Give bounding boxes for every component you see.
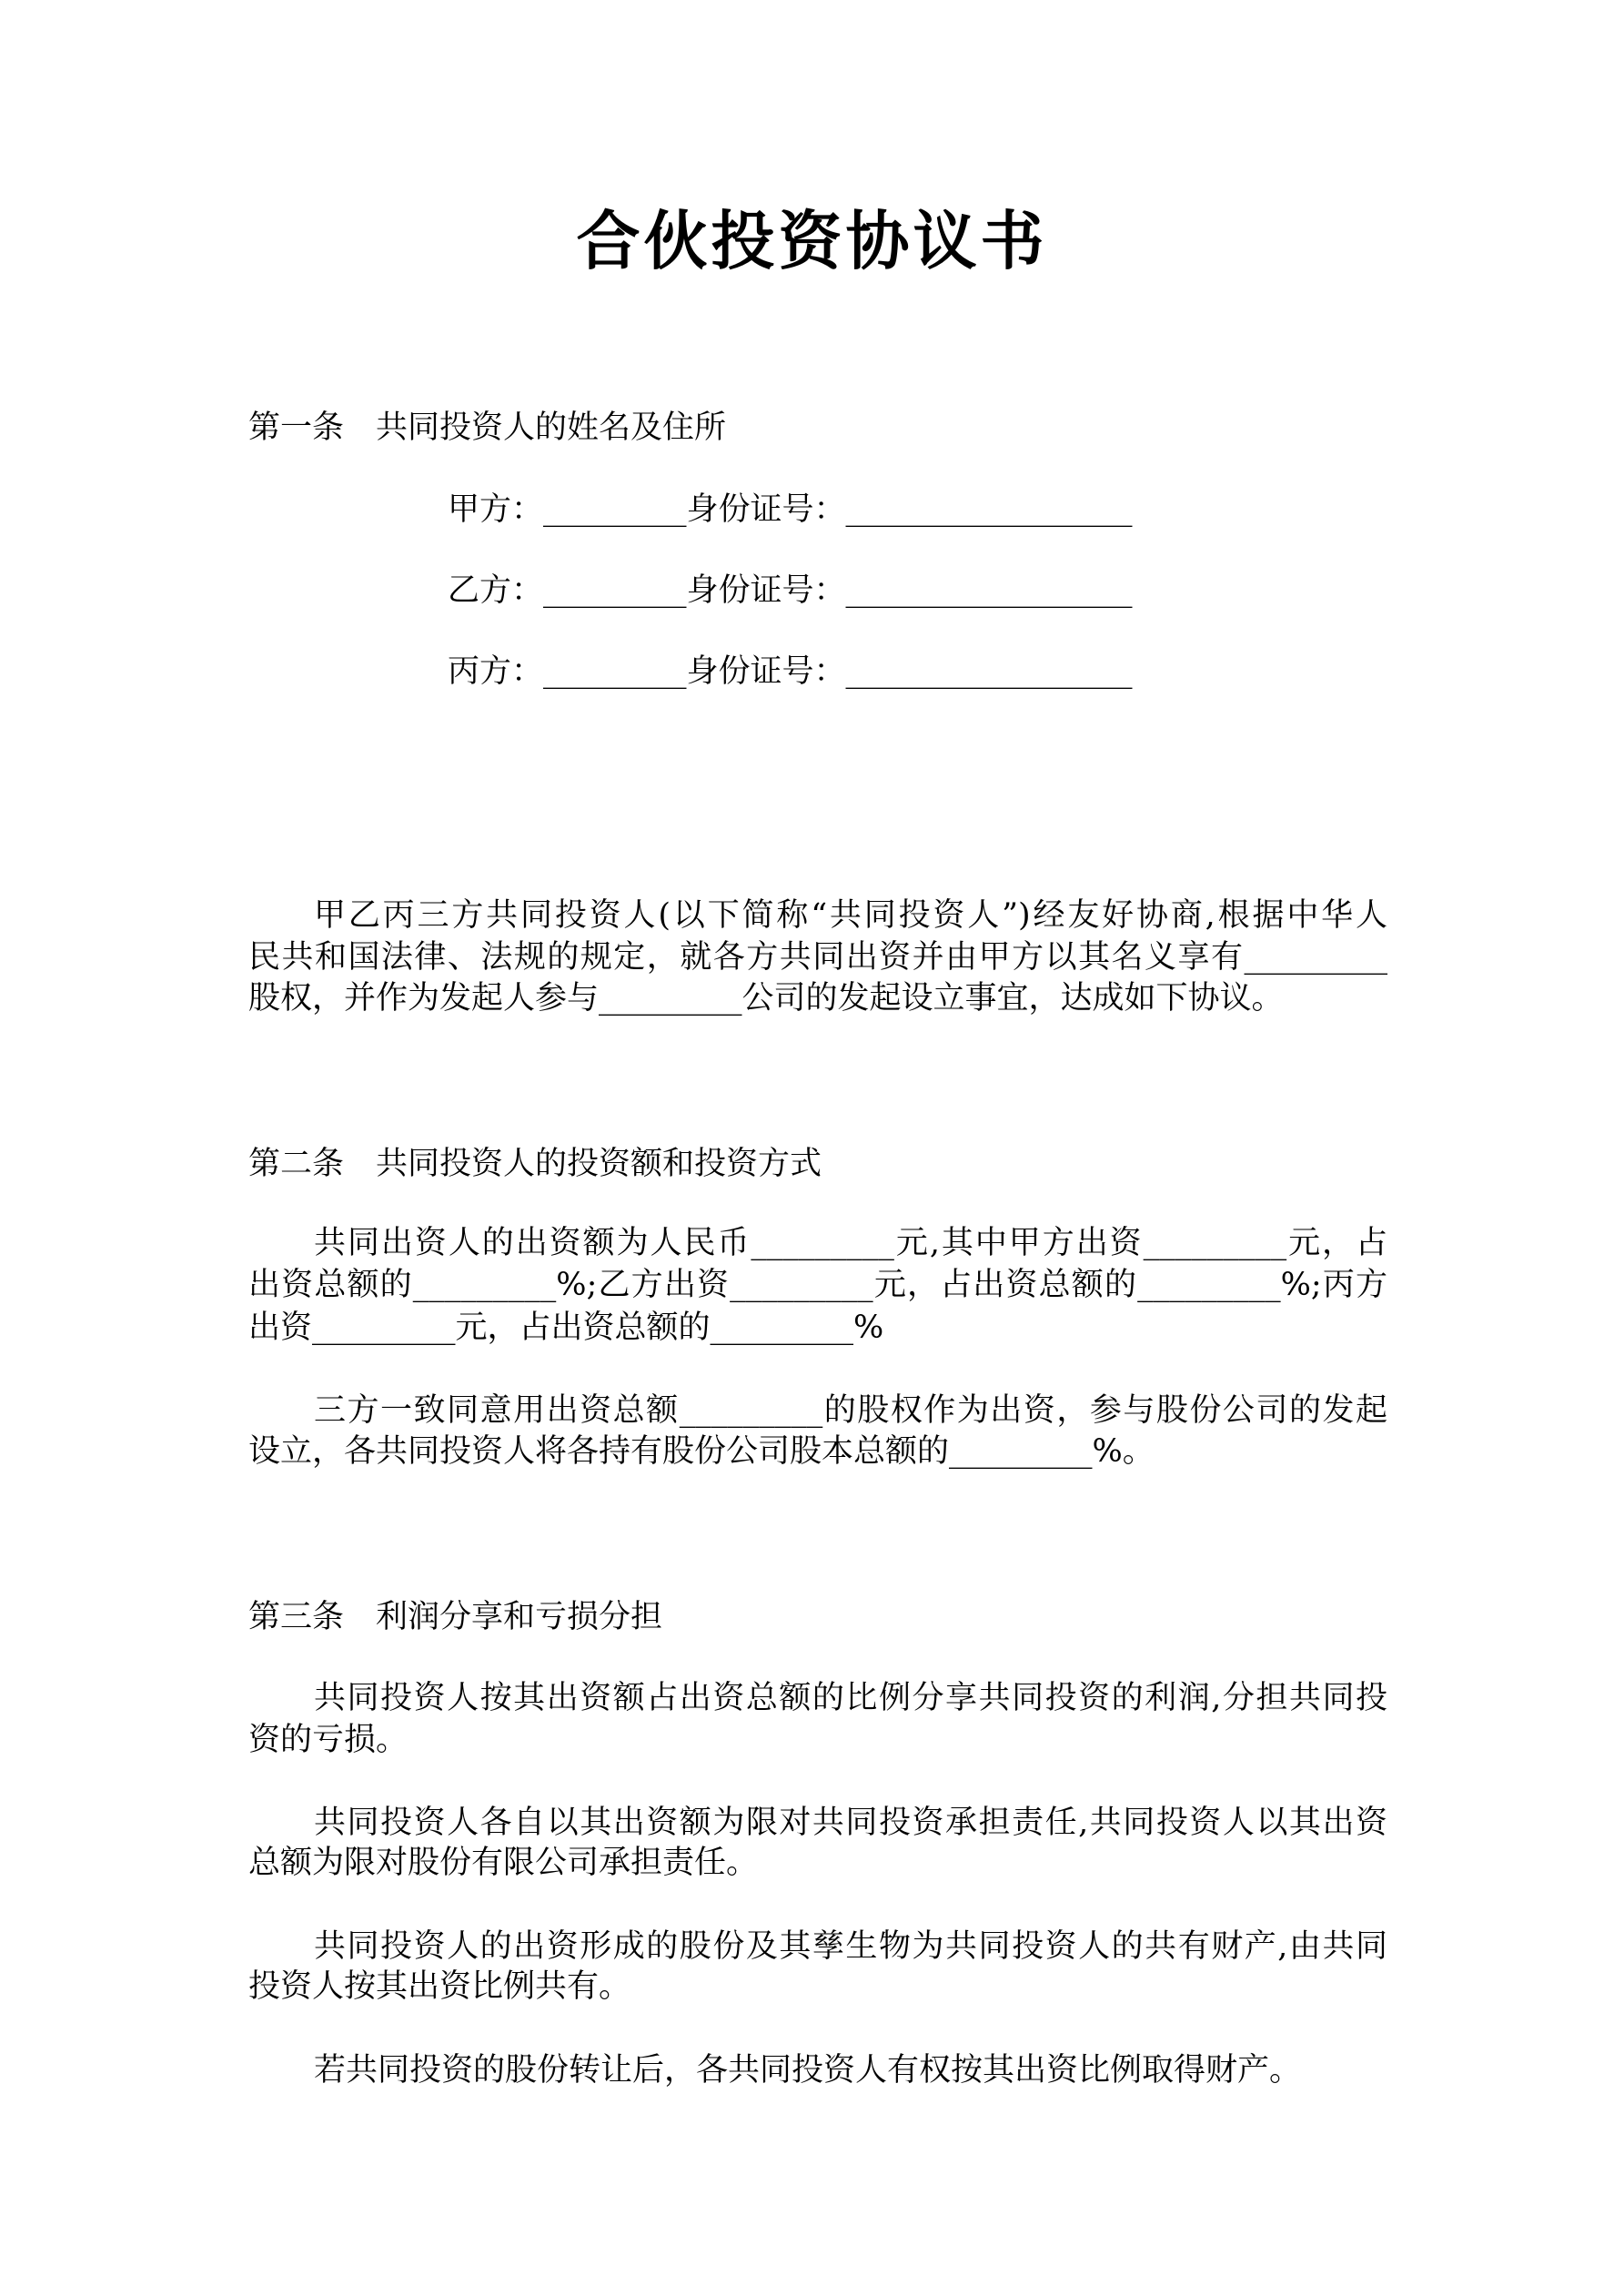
- article3-para3-line: 投资人按其出资比例共有。: [248, 1968, 631, 2005]
- article2-para1-line: 出资总额的_________%;乙方出资_________元，占出资总额的_________%;丙方: [248, 1267, 1387, 1303]
- article2-para2-line: 设立，各共同投资人将各持有股份公司股本总额的_________%。: [248, 1433, 1155, 1470]
- preamble-line: 民共和国法律、法规的规定，就各方共同出资并由甲方以其名义享有_________: [248, 939, 1387, 976]
- article2-heading: 第二条 共同投资人的投资额和投资方式: [248, 1146, 822, 1182]
- article1-heading: 第一条 共同投资人的姓名及住所: [248, 410, 727, 446]
- article2-para2-line: 三方一致同意用出资总额_________的股权作为出资，参与股份公司的发起: [314, 1392, 1387, 1429]
- article3-para2-line: 总额为限对股份有限公司承担责任。: [248, 1845, 759, 1881]
- article2-para1-line: 出资_________元，占出资总额的_________%: [248, 1310, 884, 1346]
- article3-para1-line: 共同投资人按其出资额占出资总额的比例分享共同投资的利润,分担共同投: [314, 1680, 1387, 1716]
- article3-para1-line: 资的亏损。: [248, 1722, 409, 1758]
- article3-para4-line: 若共同投资的股份转让后，各共同投资人有权按其出资比例取得财产。: [314, 2052, 1302, 2089]
- party-b-line: 乙方：_________身份证号：__________________: [448, 572, 1133, 609]
- article3-para3-line: 共同投资人的出资形成的股份及其孳生物为共同投资人的共有财产,由共同: [314, 1928, 1387, 1965]
- article3-heading: 第三条 利润分享和亏损分担: [248, 1599, 663, 1635]
- preamble-line: 股权，并作为发起人参与_________公司的发起设立事宜，达成如下协议。: [248, 980, 1284, 1017]
- preamble-line: 甲乙丙三方共同投资人(以下简称“共同投资人”)经友好协商,根据中华人: [314, 897, 1387, 934]
- article3-para2-line: 共同投资人各自以其出资额为限对共同投资承担责任,共同投资人以其出资: [314, 1805, 1387, 1841]
- party-a-line: 甲方：_________身份证号：__________________: [448, 491, 1133, 528]
- article2-para1-line: 共同出资人的出资额为人民币_________元,其中甲方出资_________元，占: [314, 1225, 1387, 1261]
- document-title: 合伙投资协议书: [576, 203, 1048, 278]
- party-c-line: 丙方：_________身份证号：__________________: [448, 653, 1133, 690]
